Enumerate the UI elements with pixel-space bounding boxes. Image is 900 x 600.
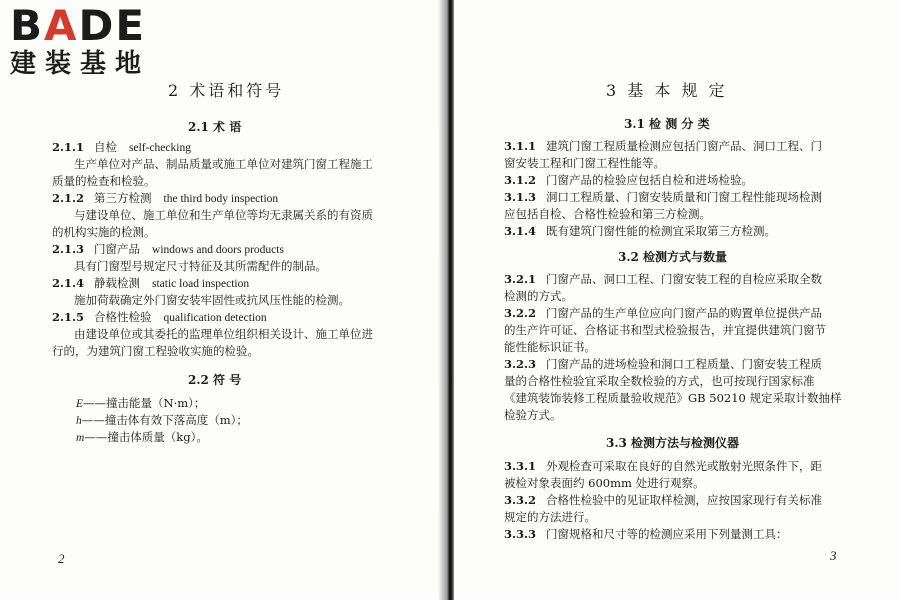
left-page bbox=[0, 0, 446, 600]
term-heading: 2.1.3 门窗产品 windows and doors products bbox=[52, 242, 284, 256]
right-page bbox=[454, 0, 900, 600]
clause-line: 的生产许可证、合格证书和型式检验报告，并宜提供建筑门窗节 bbox=[504, 323, 826, 337]
term-definition: 生产单位对产品、制品质量或施工单位对建筑门窗工程施工 bbox=[74, 157, 373, 171]
logo-brand-cn: 建装基地 bbox=[10, 49, 151, 79]
term-definition: 由建设单位或其委托的监理单位组织相关设计、施工单位进 bbox=[74, 327, 373, 341]
clause-line: 量的合格性检验宜采取全数检验的方式，也可按现行国家标准 bbox=[504, 374, 815, 388]
chapter-title: 2 术语和符号 bbox=[168, 81, 285, 100]
term-definition: 与建设单位、施工单位和生产单位等均无隶属关系的有资质 bbox=[74, 208, 373, 222]
section-heading: 2.1 术 语 bbox=[188, 120, 242, 134]
clause-line: 3.2.1 门窗产品、洞口工程、门窗安装工程的自检应采取全数 bbox=[504, 272, 823, 286]
clause-line: 3.2.2 门窗产品的生产单位应向门窗产品的购置单位提供产品 bbox=[504, 306, 823, 320]
clause-line: 能性能标识证书。 bbox=[504, 340, 596, 354]
clause-line: 3.3.1 外观检查可采取在良好的自然光或散射光照条件下，距 bbox=[504, 459, 823, 473]
clause-line: 窗安装工程和门窗工程性能等。 bbox=[504, 156, 665, 170]
symbol-item: E——撞击能量（N·m）； bbox=[76, 396, 206, 410]
page-number: 3 bbox=[830, 548, 837, 563]
clause-line: 被检对象表面约 600mm 处进行观察。 bbox=[504, 476, 705, 490]
term-heading: 2.1.4 静载检测 static load inspection bbox=[52, 276, 250, 290]
clause-line: 规定的方法进行。 bbox=[504, 510, 596, 524]
chapter-title: 3 基 本 规 定 bbox=[606, 81, 728, 100]
term-definition: 施加荷载确定外门窗安装牢固性或抗风压性能的检测。 bbox=[74, 293, 350, 307]
term-definition: 质量的检查和检验。 bbox=[52, 174, 156, 188]
term-heading: 2.1.2 第三方检测 the third body inspection bbox=[52, 191, 279, 205]
term-definition: 行的，为建筑门窗工程验收实施的检验。 bbox=[52, 344, 259, 358]
clause-line: 3.3.2 合格性检验中的见证取样检测，应按国家现行有关标准 bbox=[504, 493, 823, 507]
page-number: 2 bbox=[58, 551, 65, 566]
clause-line: 检测的方式。 bbox=[504, 289, 573, 303]
clause-line: 检验方式。 bbox=[504, 408, 562, 422]
clause-line: 3.3.3 门窗规格和尺寸等的检测应采用下列量测工具： bbox=[504, 527, 788, 541]
clause-line: 应包括自检、合格性检验和第三方检测。 bbox=[504, 207, 711, 221]
symbol-item: h——撞击体有效下落高度（m）； bbox=[76, 413, 248, 427]
section-heading: 3.3 检测方法与检测仪器 bbox=[606, 436, 740, 450]
symbol-item: m——撞击体质量（kg）。 bbox=[76, 430, 208, 444]
term-heading: 2.1.1 自检 self-checking bbox=[52, 140, 191, 154]
section-heading: 3.2 检测方式与数量 bbox=[618, 250, 728, 264]
clause-line: 3.2.3 门窗产品的进场检验和洞口工程质量、门窗安装工程质 bbox=[504, 357, 823, 371]
term-definition: 具有门窗型号规定尺寸特征及其所需配件的制品。 bbox=[74, 259, 327, 273]
clause-line: 3.1.4 既有建筑门窗性能的检测宜采取第三方检测。 bbox=[504, 224, 777, 238]
clause-line: 3.1.3 洞口工程质量、门窗安装质量和门窗工程性能现场检测 bbox=[504, 190, 823, 204]
section-heading: 3.1 检 测 分 类 bbox=[624, 117, 710, 131]
clause-line: 3.1.1 建筑门窗工程质量检测应包括门窗产品、洞口工程、门 bbox=[504, 139, 823, 153]
term-heading: 2.1.5 合格性检验 qualification detection bbox=[52, 310, 267, 324]
logo-brand: BADE bbox=[10, 1, 147, 50]
section-heading: 2.2 符 号 bbox=[188, 373, 242, 387]
term-definition: 的机构实施的检测。 bbox=[52, 225, 156, 239]
clause-line: 3.1.2 门窗产品的检验应包括自检和进场检验。 bbox=[504, 173, 754, 187]
clause-line: 《建筑装饰装修工程质量验收规范》GB 50210 规定采取计数抽样 bbox=[504, 391, 842, 405]
bade-logo bbox=[10, 1, 178, 80]
